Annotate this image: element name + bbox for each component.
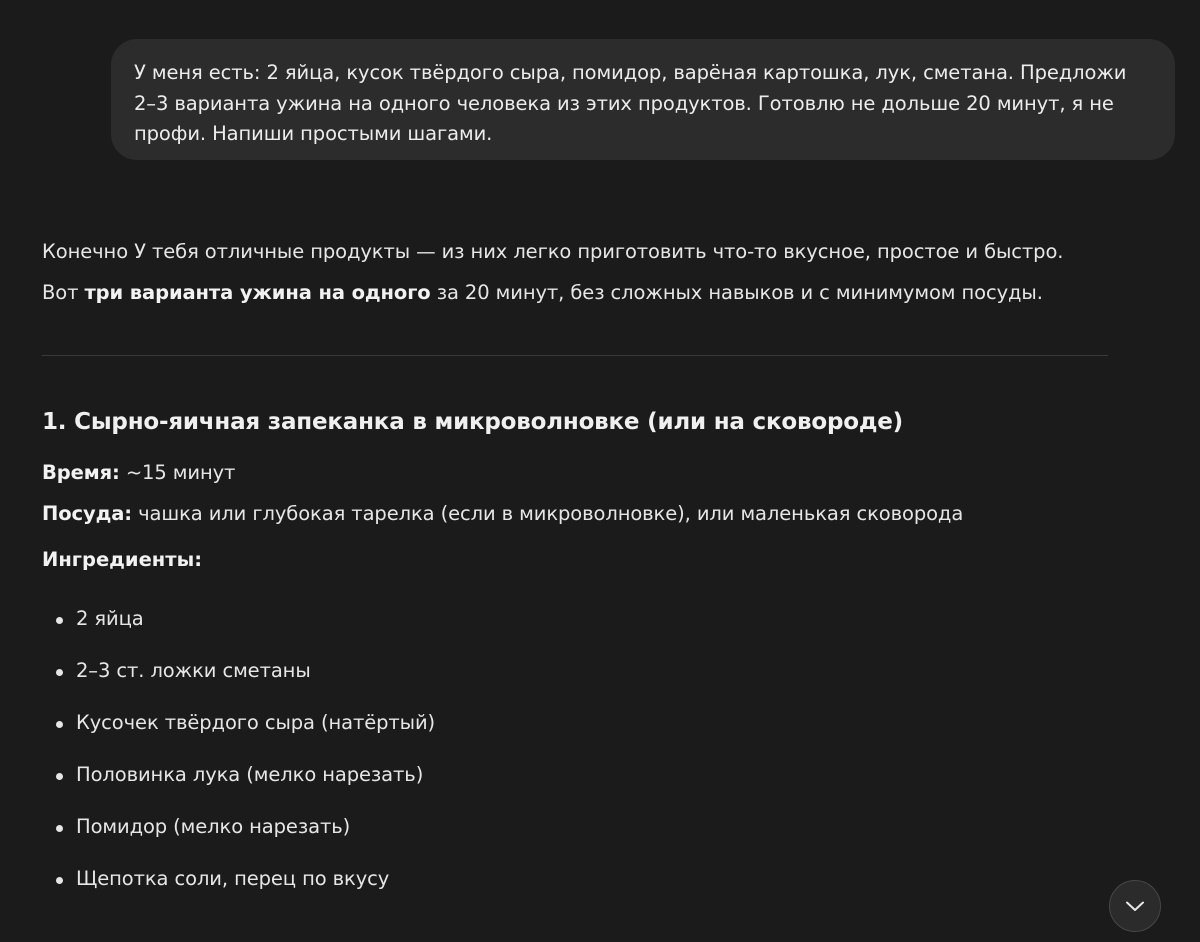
ingredient-text: Половинка лука (мелко нарезать) xyxy=(76,763,424,786)
time-label: Время: xyxy=(42,461,120,484)
user-message-bubble xyxy=(111,39,1175,160)
bullet-icon xyxy=(56,773,63,780)
ingredients-title: Ингредиенты: xyxy=(42,548,203,571)
list-item xyxy=(42,655,1108,687)
bullet-icon xyxy=(56,877,63,884)
assistant-answer xyxy=(42,231,1108,915)
recipe-1-time xyxy=(42,452,1108,493)
answer-intro xyxy=(42,231,1108,313)
recipe-1-dishes xyxy=(42,493,1108,534)
intro-line-2-bold: три варианта ужина на одного xyxy=(84,281,431,304)
chevron-down-icon xyxy=(1123,894,1147,918)
time-value: ~15 минут xyxy=(119,461,236,484)
ingredient-text: 2–3 ст. ложки сметаны xyxy=(76,659,311,682)
list-item xyxy=(42,863,1108,895)
dishes-label: Посуда: xyxy=(42,502,132,525)
recipe-1-title: 1. Сырно-яичная запеканка в микроволновке (или на сковороде) xyxy=(42,409,903,435)
bullet-icon xyxy=(56,825,63,832)
section-divider xyxy=(42,355,1108,356)
bullet-icon xyxy=(56,617,63,624)
list-item xyxy=(42,811,1108,843)
bullet-icon xyxy=(56,669,63,676)
ingredient-text: Помидор (мелко нарезать) xyxy=(76,815,351,838)
scroll-down-button[interactable] xyxy=(1109,880,1161,932)
ingredients-list xyxy=(42,603,1108,895)
intro-line-1: Конечно У тебя отличные продукты — из них легко приготовить что-то вкусное, простое и быстро. xyxy=(42,240,1064,263)
list-item xyxy=(42,603,1108,635)
list-item xyxy=(42,707,1108,739)
recipe-1-meta xyxy=(42,452,1108,534)
user-message-text: У меня есть: 2 яйца, кусок твёрдого сыра, помидор, варёная картошка, лук, сметана. Предложи 2–3 варианта ужина на одного человека из этих продуктов. Готовлю не дольше 20 минут, я не профи. Напиши простыми шагами. xyxy=(134,61,1127,145)
intro-line-2-suffix: за 20 минут, без сложных навыков и с минимумом посуды. xyxy=(430,281,1043,304)
ingredient-text: Кусочек твёрдого сыра (натёртый) xyxy=(76,711,436,734)
dishes-value: чашка или глубокая тарелка (если в микроволновке), или маленькая сковорода xyxy=(132,502,964,525)
intro-line-2 xyxy=(42,272,1108,313)
intro-line-2-prefix: Вот xyxy=(42,281,85,304)
list-item xyxy=(42,759,1108,791)
ingredient-text: Щепотка соли, перец по вкусу xyxy=(76,867,390,890)
bullet-icon xyxy=(56,721,63,728)
ingredient-text: 2 яйца xyxy=(76,607,144,630)
